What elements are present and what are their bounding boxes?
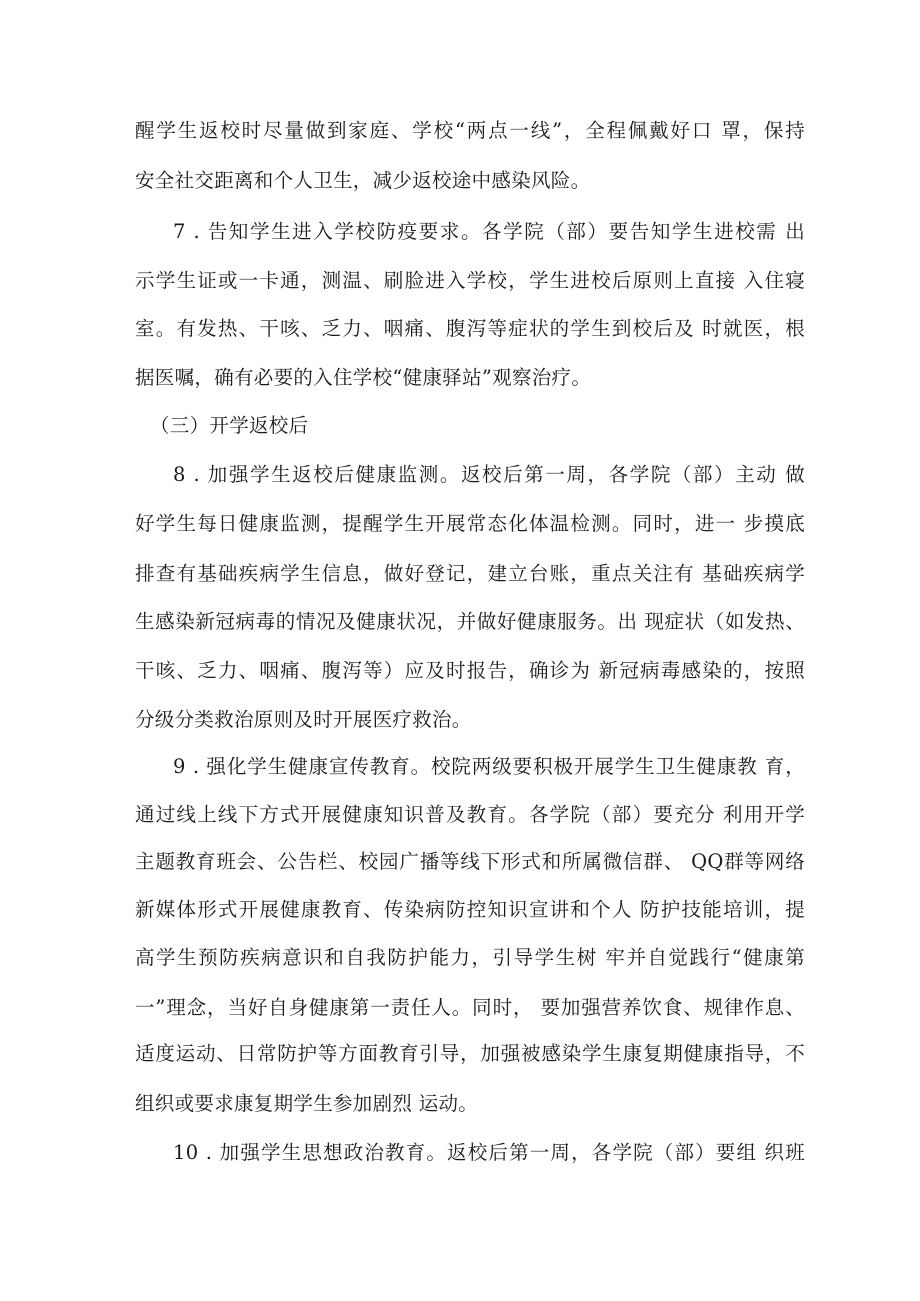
text-line: 据医嘱，确有必要的入住学校“健康驿站”观察治疗。 — [135, 366, 592, 389]
paragraph-7-title-line: 7 . 告知学生进入学校防疫要求。各学院（部）要告知学生进校需 出 — [173, 220, 805, 243]
paragraph-9-title-line: 9 . 强化学生健康宣传教育。校院两级要积极开展学生卫生健康教 育， — [173, 755, 805, 778]
text-line: 室。有发热、干咳、乏力、咽痛、腹泻等症状的学生到校后及 时就医，根 — [135, 317, 805, 340]
text-line: 一”理念，当好自身健康第一责任人。同时， 要加强营养饮食、规律作息、 — [135, 996, 805, 1019]
text-line: 好学生每日健康监测，提醒学生开展常态化体温检测。同时，进一 步摸底 — [135, 512, 805, 535]
text-line: 示学生证或一卡通，测温、刷脸进入学校，学生进校后原则上直接 入住寝 — [135, 269, 805, 292]
text-line: 组织或要求康复期学生参加剧烈 运动。 — [135, 1092, 479, 1115]
text-line: 新媒体形式开展健康教育、传染病防控知识宣讲和个人 防护技能培训，提 — [135, 898, 805, 921]
text-line: 适度运动、日常防护等方面教育引导，加强被感染学生康复期健康指导，不 — [135, 1042, 805, 1065]
text-line: 醒学生返校时尽量做到家庭、学校“两点一线”，全程佩戴好口 罩，保持 — [135, 119, 805, 142]
text-line: 通过线上线下方式开展健康知识普及教育。各学院（部）要充分 利用开学 — [135, 803, 805, 826]
paragraph-10-title-line: 10 . 加强学生思想政治教育。返校后第一周，各学院（部）要组 织班 — [173, 1141, 805, 1164]
text-line: 高学生预防疾病意识和自我防护能力，引导学生树 牢并自觉践行“健康第 — [135, 946, 805, 969]
section-heading: （三）开学返校后 — [150, 414, 309, 437]
text-line: 分级分类救治原则及时开展医疗救治。 — [135, 708, 472, 731]
text-line: 安全社交距离和个人卫生，减少返校途中感染风险。 — [135, 169, 591, 192]
text-line: 生感染新冠病毒的情况及健康状况，并做好健康服务。出 现症状（如发热、 — [135, 610, 805, 633]
text-line: 主题教育班会、公告栏、校园广播等线下形式和所属微信群、 QQ群等网络 — [135, 850, 805, 873]
paragraph-8-title-line: 8 . 加强学生返校后健康监测。返校后第一周，各学院（部）主动 做 — [173, 463, 805, 486]
text-line: 干咳、乏力、咽痛、腹泻等）应及时报告，确诊为 新冠病毒感染的，按照 — [135, 659, 805, 682]
text-line: 排查有基础疾病学生信息，做好登记，建立台账，重点关注有 基础疾病学 — [135, 562, 805, 585]
